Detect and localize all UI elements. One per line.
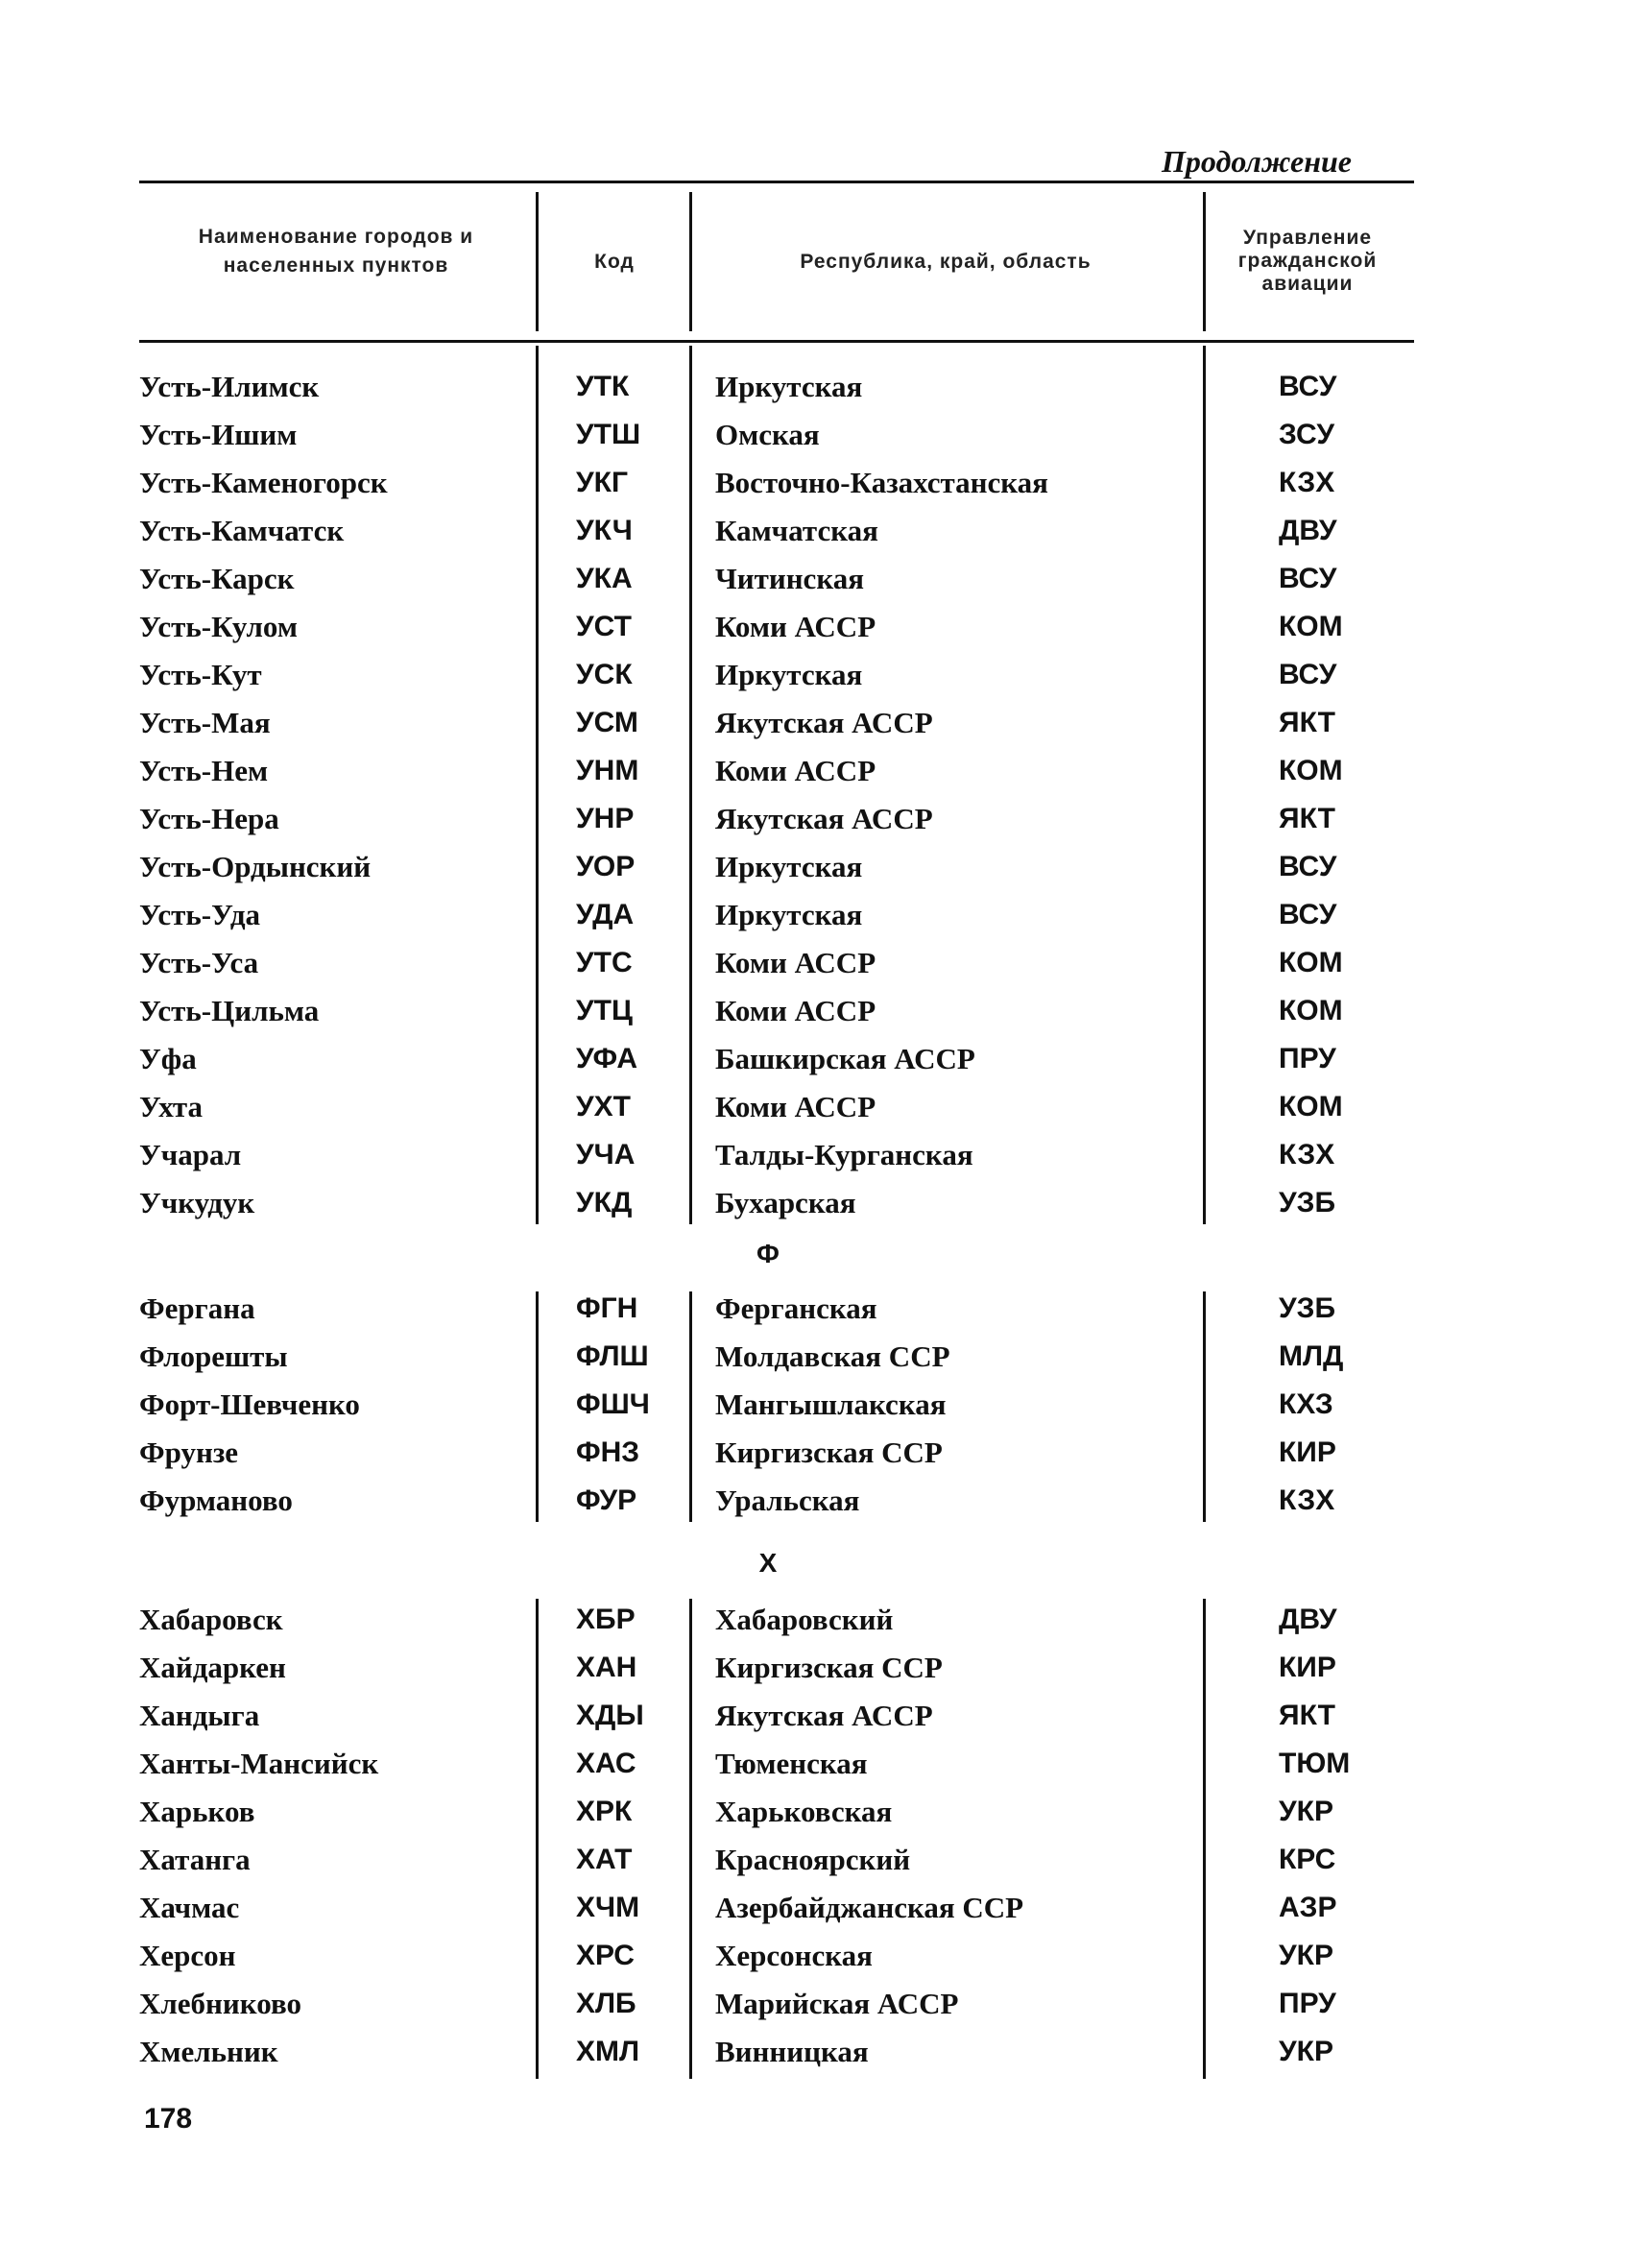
- table-row: [0, 699, 1632, 747]
- city-code: УХТ: [576, 1091, 631, 1122]
- region-name: Коми АССР: [715, 946, 876, 979]
- header-separator-3: [1203, 192, 1206, 331]
- region-name: Винницкая: [715, 2035, 869, 2068]
- region-name: Якутская АССР: [715, 802, 933, 835]
- admin-code: УКР: [1279, 1940, 1333, 1971]
- region-name: Иркутская: [715, 898, 863, 931]
- admin-code: ВСУ: [1279, 371, 1337, 402]
- city-name: Усть-Кут: [139, 658, 262, 691]
- admin-code: КИР: [1279, 1652, 1336, 1683]
- admin-code: КЗХ: [1279, 1484, 1335, 1516]
- region-name: Омская: [715, 418, 820, 451]
- city-code: УОР: [576, 851, 636, 882]
- city-code: ХМЛ: [576, 2036, 640, 2067]
- section-u: [0, 363, 1632, 1227]
- table-row: [0, 1740, 1632, 1788]
- table-row: [0, 411, 1632, 459]
- region-name: Херсонская: [715, 1939, 873, 1972]
- table-row: [0, 2028, 1632, 2076]
- city-name: Хатанга: [139, 1843, 251, 1876]
- table-row: [0, 507, 1632, 555]
- table-row: [0, 1429, 1632, 1477]
- city-name: Хачмас: [139, 1891, 240, 1924]
- city-code: ФГН: [576, 1292, 638, 1324]
- city-code: УСТ: [576, 611, 632, 642]
- table-row: [0, 1932, 1632, 1980]
- admin-code: УКР: [1279, 1796, 1333, 1827]
- city-name: Усть-Илимск: [139, 370, 320, 403]
- city-code: ХБР: [576, 1604, 636, 1635]
- city-name: Хайдаркен: [139, 1651, 286, 1684]
- table-row: [0, 891, 1632, 939]
- column-header-admin: Управление гражданской авиации: [1237, 227, 1378, 295]
- admin-code: КЗХ: [1279, 1139, 1335, 1170]
- table-row: [0, 1980, 1632, 2028]
- table-row: [0, 1333, 1632, 1381]
- column-header-code: Код: [594, 251, 635, 273]
- city-code: ХАН: [576, 1652, 637, 1683]
- city-name: Усть-Карск: [139, 562, 295, 595]
- continuation-label: Продолжение: [1162, 144, 1352, 179]
- admin-code: КОМ: [1279, 611, 1343, 642]
- header-separator-2: [689, 192, 692, 331]
- city-code: ХРС: [576, 1940, 635, 1971]
- admin-code: ВСУ: [1279, 659, 1337, 690]
- city-name: Усть-Мая: [139, 706, 271, 739]
- admin-code: ПРУ: [1279, 1988, 1336, 2019]
- admin-code: ВСУ: [1279, 563, 1337, 594]
- admin-code: КОМ: [1279, 995, 1343, 1026]
- table-row: [0, 1788, 1632, 1836]
- city-code: УНМ: [576, 755, 639, 786]
- table-row: [0, 1884, 1632, 1932]
- admin-code: КОМ: [1279, 947, 1343, 978]
- city-name: Усть-Ишим: [139, 418, 298, 451]
- admin-code: ВСУ: [1279, 899, 1337, 930]
- region-name: Якутская АССР: [715, 1699, 933, 1732]
- city-code: УЧА: [576, 1139, 636, 1170]
- city-code: УКЧ: [576, 515, 633, 546]
- table-row: [0, 843, 1632, 891]
- region-name: Коми АССР: [715, 1090, 876, 1123]
- city-name: Хандыга: [139, 1699, 260, 1732]
- region-name: Киргизская ССР: [715, 1436, 943, 1469]
- admin-code: ПРУ: [1279, 1043, 1336, 1074]
- city-code: ФШЧ: [576, 1388, 650, 1420]
- region-name: Башкирская АССР: [715, 1042, 975, 1075]
- region-name: Молдавская ССР: [715, 1339, 950, 1373]
- table-row: [0, 1596, 1632, 1644]
- city-code: УСМ: [576, 707, 638, 738]
- city-name: Ухта: [139, 1090, 204, 1123]
- admin-code: ЯКТ: [1279, 707, 1335, 738]
- city-code: ФНЗ: [576, 1436, 640, 1468]
- table-row: [0, 747, 1632, 795]
- city-code: УТШ: [576, 419, 641, 450]
- city-name: Фергана: [139, 1291, 255, 1325]
- region-name: Мангышлакская: [715, 1387, 947, 1421]
- section-f: [0, 1285, 1632, 1525]
- region-name: Тюменская: [715, 1747, 868, 1780]
- city-name: Херсон: [139, 1939, 236, 1972]
- city-code: УТЦ: [576, 995, 633, 1026]
- city-code: УФА: [576, 1043, 638, 1074]
- region-name: Красноярский: [715, 1843, 911, 1876]
- column-header-region: Республика, край, область: [800, 251, 1092, 273]
- city-code: УДА: [576, 899, 635, 930]
- admin-code: ВСУ: [1279, 851, 1337, 882]
- city-name: Усть-Кулом: [139, 610, 298, 643]
- table-row: [0, 1644, 1632, 1692]
- admin-code: ЗСУ: [1279, 419, 1334, 450]
- page-number: 178: [144, 2103, 193, 2135]
- table-row: [0, 1131, 1632, 1179]
- region-name: Киргизская ССР: [715, 1651, 943, 1684]
- table-row: [0, 363, 1632, 411]
- city-name: Учкудук: [139, 1186, 255, 1219]
- table-row: [0, 1836, 1632, 1884]
- region-name: Талды-Курганская: [715, 1138, 973, 1171]
- admin-code: ДВУ: [1279, 1604, 1337, 1635]
- city-name: Усть-Нера: [139, 802, 279, 835]
- admin-code: УЗБ: [1279, 1292, 1336, 1324]
- city-name: Форт-Шевченко: [139, 1387, 360, 1421]
- admin-code: МЛД: [1279, 1340, 1344, 1372]
- table-row: [0, 987, 1632, 1035]
- region-name: Якутская АССР: [715, 706, 933, 739]
- table-header-rule: [139, 340, 1414, 343]
- section-letter-f: Ф: [756, 1239, 780, 1268]
- city-code: УНР: [576, 803, 635, 834]
- city-name: Харьков: [139, 1795, 255, 1828]
- city-code: УСК: [576, 659, 633, 690]
- region-name: Коми АССР: [715, 610, 876, 643]
- admin-code: КХЗ: [1279, 1388, 1333, 1420]
- region-name: Харьковская: [715, 1795, 893, 1828]
- city-code: УКА: [576, 563, 633, 594]
- city-code: УТС: [576, 947, 633, 978]
- admin-code: АЗР: [1279, 1892, 1337, 1923]
- city-code: ХДЫ: [576, 1700, 644, 1731]
- admin-code: ДВУ: [1279, 515, 1337, 546]
- city-code: УКД: [576, 1187, 633, 1218]
- city-code: УТК: [576, 371, 630, 402]
- admin-code: КИР: [1279, 1436, 1336, 1468]
- table-row: [0, 1179, 1632, 1227]
- city-name: Хлебниково: [139, 1987, 301, 2020]
- table-row: [0, 555, 1632, 603]
- city-name: Фрунзе: [139, 1436, 239, 1469]
- column-header-name: Наименование городов и населенных пунктов: [198, 226, 474, 277]
- admin-code: ТЮМ: [1279, 1748, 1351, 1779]
- table-row: [0, 1035, 1632, 1083]
- city-name: Фурманово: [139, 1484, 293, 1517]
- city-name: Усть-Уда: [139, 898, 261, 931]
- city-name: Усть-Камчатск: [139, 514, 345, 547]
- table-row: [0, 459, 1632, 507]
- admin-code: ЯКТ: [1279, 803, 1335, 834]
- table-row: [0, 1285, 1632, 1333]
- admin-code: ЯКТ: [1279, 1700, 1335, 1731]
- region-name: Иркутская: [715, 370, 863, 403]
- city-name: Усть-Цильма: [139, 994, 320, 1027]
- table-row: [0, 603, 1632, 651]
- region-name: Восточно-Казахстанская: [715, 466, 1048, 499]
- region-name: Иркутская: [715, 850, 863, 883]
- city-code: ХЧМ: [576, 1892, 640, 1923]
- city-code: ФУР: [576, 1484, 637, 1516]
- region-name: Камчатская: [715, 514, 878, 547]
- city-name: Усть-Ордынский: [139, 850, 372, 883]
- city-name: Уфа: [139, 1042, 197, 1075]
- city-code: УКГ: [576, 467, 628, 498]
- city-name: Хмельник: [139, 2035, 278, 2068]
- region-name: Коми АССР: [715, 754, 876, 787]
- city-code: ХРК: [576, 1796, 633, 1827]
- table-row: [0, 795, 1632, 843]
- admin-code: УЗБ: [1279, 1187, 1336, 1218]
- table-row: [0, 1083, 1632, 1131]
- city-code: ХАТ: [576, 1844, 633, 1875]
- city-name: Усть-Каменогорск: [139, 466, 388, 499]
- region-name: Уральская: [715, 1484, 860, 1517]
- table-row: [0, 939, 1632, 987]
- city-name: Усть-Уса: [139, 946, 259, 979]
- section-letter-kh: Х: [758, 1548, 778, 1578]
- table-row: [0, 1381, 1632, 1429]
- table-row: [0, 1477, 1632, 1525]
- region-name: Хабаровский: [715, 1603, 894, 1636]
- city-code: ХЛБ: [576, 1988, 636, 2019]
- city-code: ХАС: [576, 1748, 636, 1779]
- city-name: Учарал: [139, 1138, 242, 1171]
- city-name: Флорешты: [139, 1339, 288, 1373]
- table-top-rule: [139, 181, 1414, 183]
- admin-code: КЗХ: [1279, 467, 1335, 498]
- admin-code: КОМ: [1279, 1091, 1343, 1122]
- table-row: [0, 1692, 1632, 1740]
- admin-code: КОМ: [1279, 755, 1343, 786]
- region-name: Азербайджанская ССР: [715, 1891, 1024, 1924]
- section-kh: [0, 1596, 1632, 2076]
- region-name: Иркутская: [715, 658, 863, 691]
- city-name: Хабаровск: [139, 1603, 283, 1636]
- header-separator-1: [536, 192, 539, 331]
- region-name: Бухарская: [715, 1186, 856, 1219]
- city-name: Ханты-Мансийск: [139, 1747, 379, 1780]
- city-code: ФЛШ: [576, 1340, 649, 1372]
- region-name: Читинская: [715, 562, 864, 595]
- city-name: Усть-Нем: [139, 754, 269, 787]
- region-name: Ферганская: [715, 1291, 877, 1325]
- admin-code: КРС: [1279, 1844, 1336, 1875]
- admin-code: УКР: [1279, 2036, 1333, 2067]
- region-name: Марийская АССР: [715, 1987, 959, 2020]
- table-row: [0, 651, 1632, 699]
- region-name: Коми АССР: [715, 994, 876, 1027]
